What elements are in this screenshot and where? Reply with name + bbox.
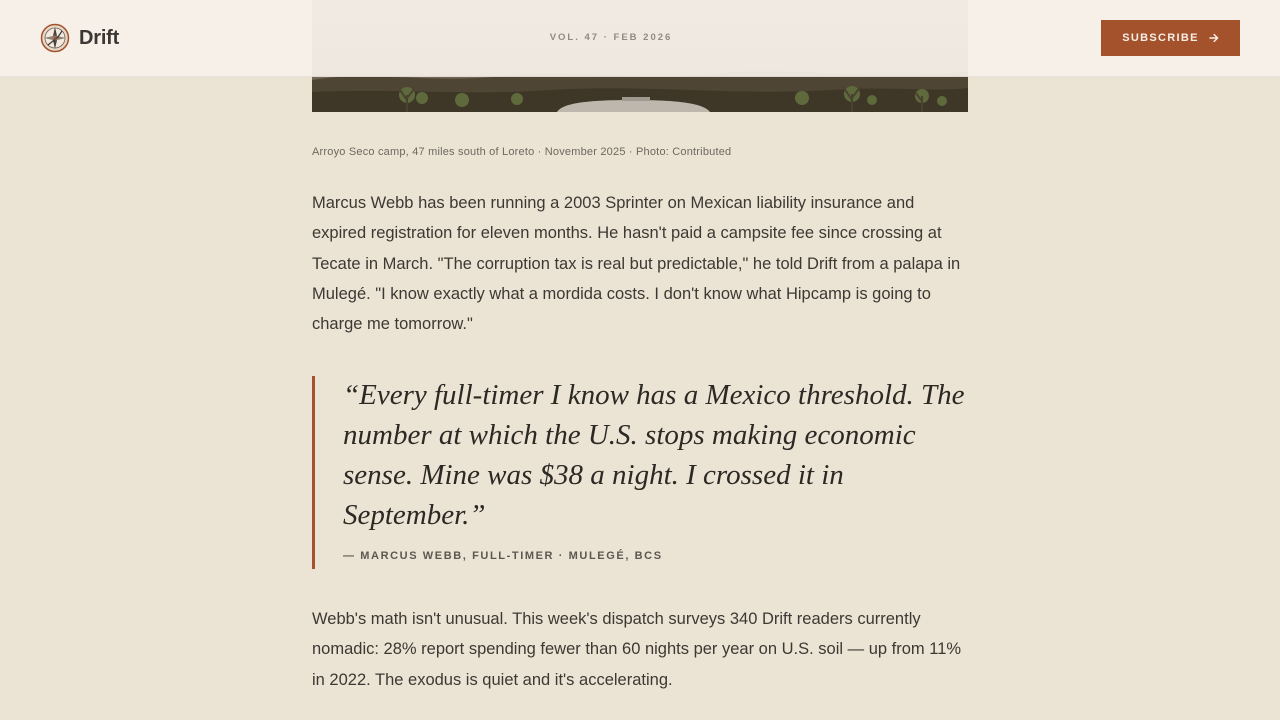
- pull-quote-attribution: — MARCUS WEBB, FULL-TIMER · MULEGÉ, BCS: [343, 550, 663, 562]
- photo-caption: Arroyo Seco camp, 47 miles south of Loreto · November 2025 · Photo: Contributed: [312, 146, 732, 158]
- issue-label: [0, 32, 1222, 43]
- subscribe-button[interactable]: [1101, 20, 1240, 56]
- pull-quote: [312, 376, 972, 569]
- subscribe-label: SUBSCRIBE: [1122, 32, 1199, 44]
- issue-text: VOL. 47 · FEB 2026: [549, 32, 673, 43]
- article-paragraph-2: Webb's math isn't unusual. This week's dispatch surveys 340 Drift readers currently nomadic: 28% report spending fewer than 60 nights per year on U.S. soil — up from 11% in 2022. The exodus is quiet and it's accelerating.: [312, 610, 962, 689]
- site-header: [0, 0, 1280, 77]
- article-paragraph: Marcus Webb has been running a 2003 Sprinter on Mexican liability insurance and expired registration for eleven months. He hasn't paid a campsite fee since crossing at Tecate in March. "The corruption tax is real but predictable," he told Drift from a palapa in Mulegé. "I know exactly what a mordida costs. I don't know what Hipcamp is going to charge me tomorrow.": [312, 194, 961, 334]
- pull-quote-text: “Every full-timer I know has a Mexico threshold. The number at which the U.S. stops making economic sense. Mine was $38 a night. I crossed it in September.”: [343, 379, 965, 531]
- arrow-right-icon: [1209, 33, 1219, 43]
- brand-name: Drift: [79, 26, 120, 49]
